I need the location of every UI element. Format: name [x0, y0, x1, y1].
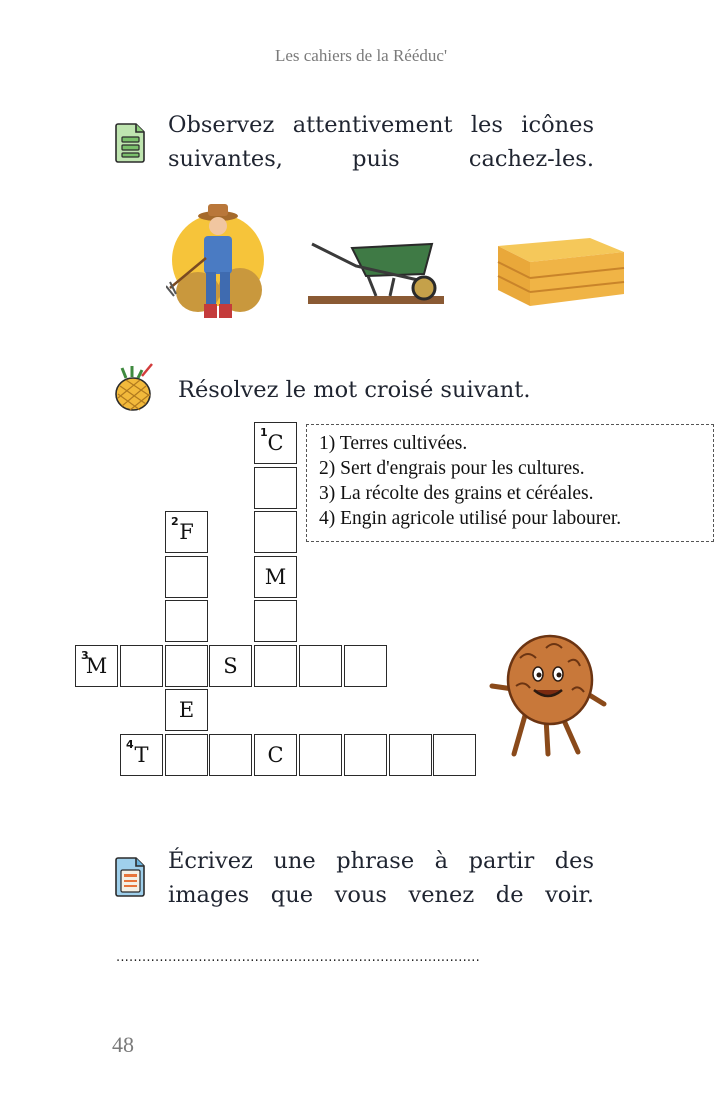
- cell-letter: C: [267, 743, 284, 767]
- crossword-cell[interactable]: [209, 645, 252, 687]
- crossword-cell[interactable]: [165, 600, 208, 642]
- crossword-cell[interactable]: [344, 645, 387, 687]
- cell-letter: E: [178, 698, 195, 722]
- clue-4: 4) Engin agricole utilisé pour labourer.: [319, 508, 622, 529]
- cell-letter: M: [264, 565, 287, 589]
- crossword-cell[interactable]: [433, 734, 476, 776]
- crossword-cell[interactable]: [165, 734, 208, 776]
- crossword-cell[interactable]: [165, 556, 208, 598]
- clue-number: 4: [126, 738, 134, 751]
- crossword-cell[interactable]: [254, 422, 297, 464]
- cell-letter: M: [85, 654, 108, 678]
- cell-letter: S: [223, 654, 238, 678]
- crossword-cell[interactable]: [254, 556, 297, 598]
- crossword-cell[interactable]: [120, 645, 163, 687]
- page-number: 48: [112, 1032, 134, 1057]
- farmer-icon: [166, 200, 270, 324]
- clue-1: 1) Terres cultivées.: [319, 433, 468, 454]
- clue-3: 3) La récolte des grains et céréales.: [319, 483, 594, 504]
- crossword-cell[interactable]: [299, 645, 342, 687]
- crossword-cell[interactable]: [75, 645, 118, 687]
- instruction-write: Écrivez une phrase à partir des images que vous venez de voir.: [168, 848, 594, 908]
- cell-letter: F: [179, 520, 194, 544]
- crossword-cell[interactable]: [299, 734, 342, 776]
- instruction-observe: Observez attentivement les icônes suivantes, puis cachez-les.: [168, 112, 594, 172]
- clue-2: 2) Sert d'engrais pour les cultures.: [319, 458, 585, 479]
- answer-line[interactable]: ....................................................................................: [116, 950, 480, 965]
- crossword-cell[interactable]: [254, 511, 297, 553]
- document-icon: [112, 856, 150, 898]
- crossword-clues: [306, 424, 714, 542]
- pineapple-drink-icon: [112, 362, 158, 412]
- cell-letter: C: [267, 431, 284, 455]
- crossword-cell[interactable]: [254, 734, 297, 776]
- crossword-cell[interactable]: [254, 467, 297, 509]
- crossword-cell[interactable]: [254, 645, 297, 687]
- crossword-cell[interactable]: [389, 734, 432, 776]
- crossword-cell[interactable]: [165, 511, 208, 553]
- wheelbarrow-icon: [306, 236, 446, 308]
- crossword-cell[interactable]: [254, 600, 297, 642]
- crossword-cell[interactable]: [344, 734, 387, 776]
- brain-mascot-icon: [486, 628, 616, 758]
- crossword-cell[interactable]: [165, 689, 208, 731]
- clue-number: 3: [81, 649, 89, 662]
- clue-number: 2: [171, 515, 179, 528]
- cell-letter: T: [134, 743, 149, 767]
- clue-number: 1: [260, 426, 268, 439]
- page-header: Les cahiers de la Rééduc': [274, 46, 448, 65]
- crossword-cell[interactable]: [120, 734, 163, 776]
- hay-bale-icon: [490, 232, 630, 310]
- crossword-cell[interactable]: [209, 734, 252, 776]
- crossword-cell[interactable]: [165, 645, 208, 687]
- instruction-crossword: Résolvez le mot croisé suivant.: [178, 377, 531, 403]
- notepad-icon: [112, 122, 150, 164]
